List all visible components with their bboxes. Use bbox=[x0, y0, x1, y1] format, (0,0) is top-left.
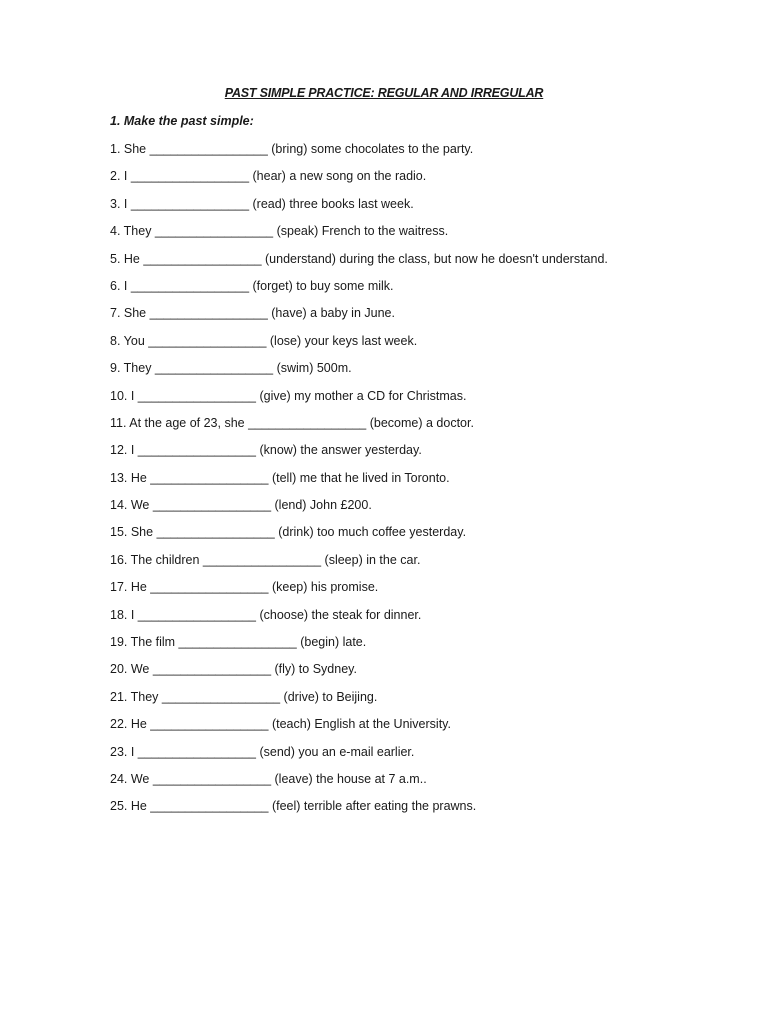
exercise-item: 20. We _________________ (fly) to Sydney. bbox=[110, 662, 357, 677]
exercise-item: 4. They _________________ (speak) French to the waitress. bbox=[110, 224, 449, 239]
exercise-item: 5. He _________________ (understand) during the class, but now he doesn't understand. bbox=[110, 251, 608, 266]
exercise-item: 25. He _________________ (feel) terrible after eating the prawns. bbox=[110, 799, 477, 814]
exercise-item: 19. The film _________________ (begin) late. bbox=[110, 635, 367, 650]
exercise-item: 18. I _________________ (choose) the steak for dinner. bbox=[110, 607, 422, 622]
exercise-item: 17. He _________________ (keep) his promise. bbox=[110, 580, 379, 595]
exercise-item: 14. We _________________ (lend) John £200. bbox=[110, 498, 372, 513]
exercise-item: 24. We _________________ (leave) the house at 7 a.m.. bbox=[110, 771, 427, 786]
exercise-item: 6. I _________________ (forget) to buy some milk. bbox=[110, 278, 394, 293]
exercise-item: 12. I _________________ (know) the answer yesterday. bbox=[110, 443, 422, 458]
exercise-item: 23. I _________________ (send) you an e-mail earlier. bbox=[110, 744, 415, 759]
exercise-instruction: 1. Make the past simple: bbox=[110, 114, 254, 128]
exercise-item: 21. They _________________ (drive) to Beijing. bbox=[110, 689, 378, 704]
exercise-item: 9. They _________________ (swim) 500m. bbox=[110, 361, 352, 376]
exercise-item: 8. You _________________ (lose) your keys last week. bbox=[110, 333, 418, 348]
exercise-item: 13. He _________________ (tell) me that he lived in Toronto. bbox=[110, 470, 450, 485]
exercise-item: 1. She _________________ (bring) some chocolates to the party. bbox=[110, 142, 474, 156]
exercise-item: 7. She _________________ (have) a baby in June. bbox=[110, 306, 395, 321]
exercise-item: 11. At the age of 23, she _________________ (become) a doctor. bbox=[110, 415, 474, 430]
page-title: PAST SIMPLE PRACTICE: REGULAR AND IRREGULAR bbox=[224, 86, 544, 100]
exercise-item: 2. I _________________ (hear) a new song on the radio. bbox=[110, 169, 427, 184]
exercise-item: 22. He _________________ (teach) English at the University. bbox=[110, 717, 451, 732]
exercise-list bbox=[110, 140, 710, 825]
exercise-item: 16. The children _________________ (sleep) in the car. bbox=[110, 552, 421, 567]
exercise-item: 10. I _________________ (give) my mother a CD for Christmas. bbox=[110, 388, 467, 403]
exercise-item: 3. I _________________ (read) three books last week. bbox=[110, 196, 414, 211]
exercise-item: 15. She _________________ (drink) too much coffee yesterday. bbox=[110, 525, 467, 540]
